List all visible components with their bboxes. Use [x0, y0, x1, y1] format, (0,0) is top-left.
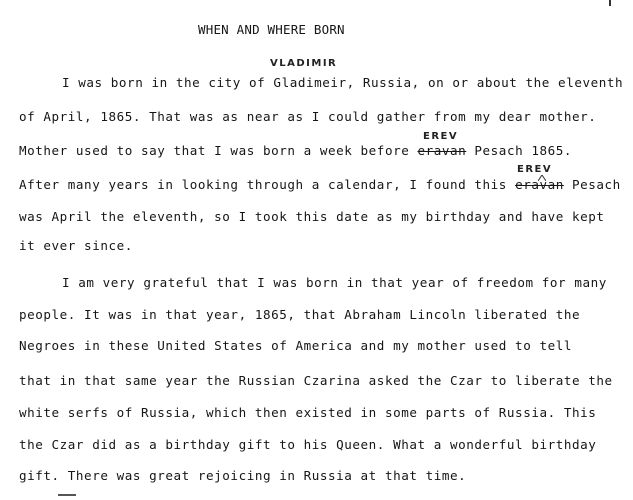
handwritten-vladimir: VLADIMIR	[270, 58, 338, 69]
text-line-3-a: Mother used to say that I was born a week before	[19, 143, 418, 158]
text-line-4-a: After many years in looking through a calendar, I found this	[19, 177, 516, 192]
text-line-3-c: Pesach 1865.	[466, 143, 572, 158]
text-line-11: white serfs of Russia, which then existed in some parts of Russia. This	[19, 405, 597, 420]
text-line-13: gift. There was great rejoicing in Russia at that time.	[19, 468, 467, 483]
handwritten-erev-1: EREV	[423, 131, 459, 142]
text-line-3	[19, 143, 572, 158]
text-line-10: that in that same year the Russian Czarina asked the Czar to liberate the	[19, 373, 613, 388]
text-line-12: the Czar did as a birthday gift to his Queen. What a wonderful birthday	[19, 437, 597, 452]
struck-word-2: eravan	[515, 177, 564, 192]
text-line-1: I was born in the city of Gladimeir, Russia, on or about the eleventh	[62, 75, 624, 90]
cut-off-text-fragment	[58, 494, 76, 499]
corner-mark	[609, 0, 611, 6]
text-line-2: of April, 1865. That was as near as I could gather from my dear mother.	[19, 109, 597, 124]
text-line-6: it ever since.	[19, 238, 133, 253]
text-line-9: Negroes in these United States of America and my mother used to tell	[19, 338, 572, 353]
text-line-7: I am very grateful that I was born in that year of freedom for many	[62, 275, 607, 290]
page-title: WHEN AND WHERE BORN	[198, 22, 345, 37]
text-line-4-c: Pesach	[563, 177, 621, 192]
handwritten-erev-2: EREV	[517, 164, 553, 175]
struck-word-1: eravan	[417, 143, 467, 158]
text-line-8: people. It was in that year, 1865, that Abraham Lincoln liberated the	[19, 307, 581, 322]
text-line-5: was April the eleventh, so I took this date as my birthday and have kept	[19, 209, 605, 224]
text-line-4	[19, 177, 621, 192]
